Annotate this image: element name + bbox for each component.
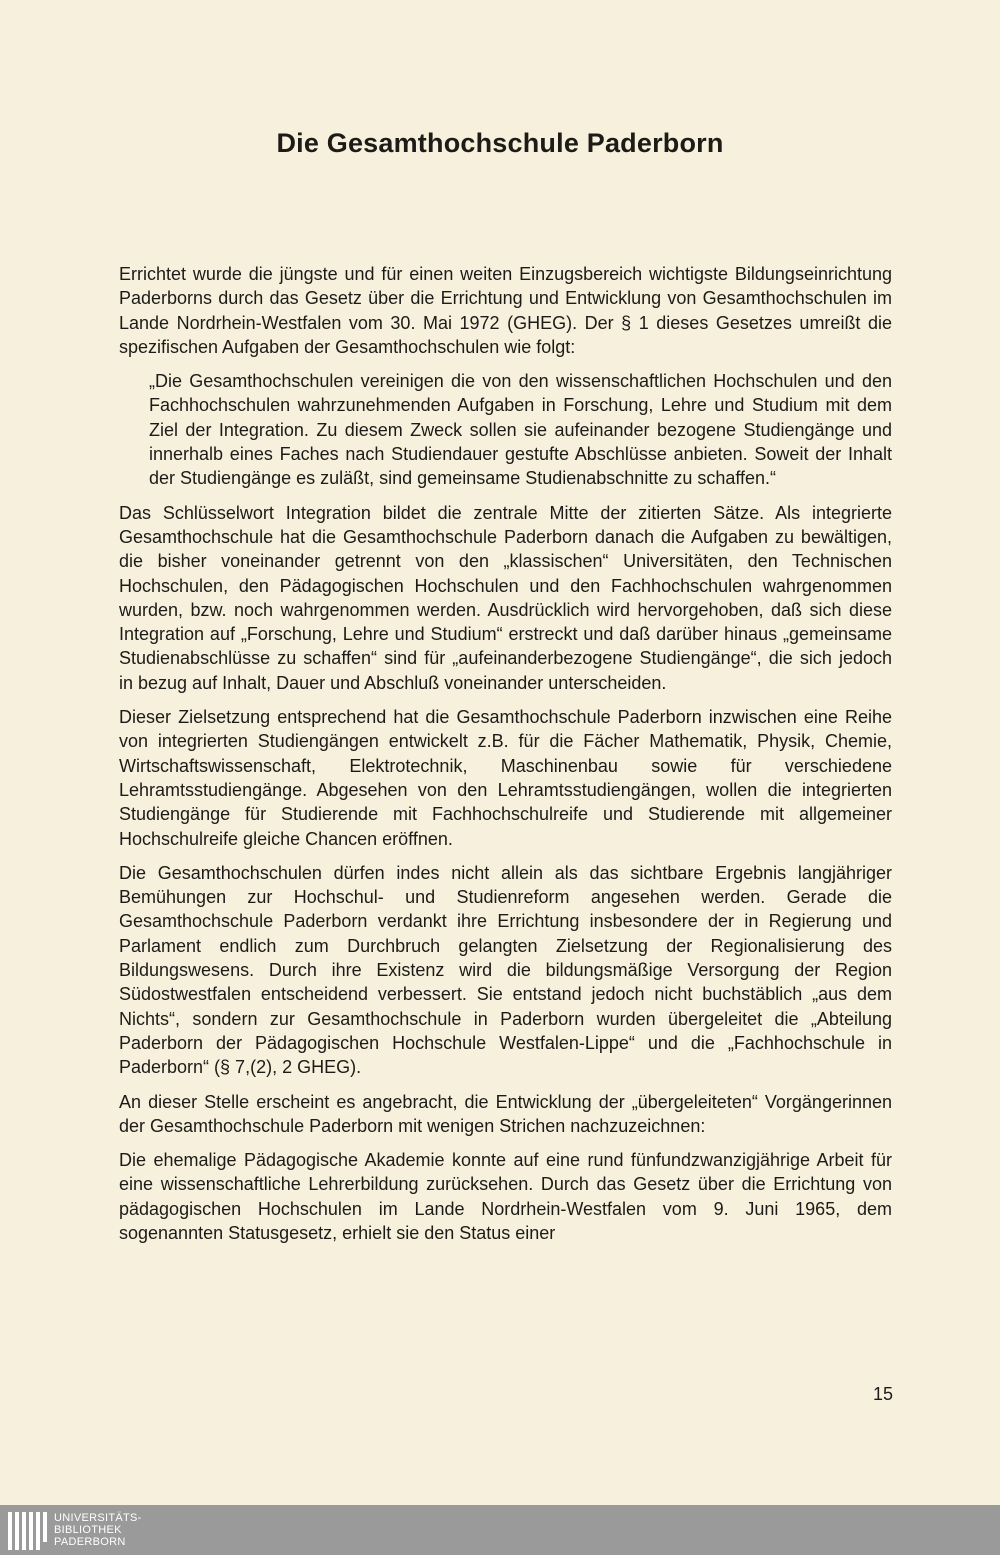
paragraph-intro: Errichtet wurde die jüngste und für einen weiten Einzugsbereich wichtigste Bildungseinrichtung Paderborns durch das Gesetz über die Errichtung und Entwicklung von Gesamthochschulen im Lande Nordrhein-Westfalen vom 30. Mai 1972 (GHEG). Der § 1 dieses Gesetzes umreißt die spezifischen Aufgaben der Gesamthochschulen wie folgt:	[119, 264, 892, 357]
library-logo-icon	[4, 1508, 48, 1552]
library-logo-text	[54, 1512, 142, 1548]
paragraph-regionalisation: Die Gesamthochschulen dürfen indes nicht allein als das sichtbare Ergebnis langjähriger Bemühungen zur Hochschul- und Studienreform angesehen werden. Gerade die Gesamthochschule Paderborn verdankt ihre Errichtung insbesondere der in Regierung und Parlament endlich zum Durchbruch gelangten Zielsetzung der Regionalisierung des Bildungswesens. Durch ihre Existenz wird die bildungsmäßige Versorgung der Region Südostwestfalen entscheidend verbessert. Sie entstand jedoch nicht buchstäblich „aus dem Nichts“, sondern zur Gesamthochschule in Paderborn wurden übergeleitet die „Abteilung Paderborn der Pädagogischen Hochschule Westfalen-Lippe“ und die „Fachhochschule in Paderborn“ (§ 7,(2), 2 GHEG).	[119, 862, 892, 1078]
library-logo-line: BIBLIOTHEK	[54, 1524, 122, 1536]
library-logo-line: UNIVERSITÄTS-	[54, 1512, 142, 1524]
body-text	[119, 262, 892, 1255]
paragraph-academy: Die ehemalige Pädagogische Akademie konnte auf eine rund fünfundzwanzigjährige Arbeit für eine wissenschaftliche Lehrerbildung zurücksehen. Durch das Gesetz über die Errichtung von pädagogischen Hochschulen im Lande Nordrhein-Westfalen vom 9. Juni 1965, dem sogenannten Statusgesetz, erhielt sie den Status einer	[119, 1150, 892, 1243]
paragraph-study-programs: Dieser Zielsetzung entsprechend hat die Gesamthochschule Paderborn inzwischen eine Reihe von integrierten Studiengängen entwickelt z.B. für die Fächer Mathematik, Physik, Chemie, Wirtschaftswissenschaft, Elektrotechnik, Maschinenbau sowie für verschiedene Lehramtsstudiengänge. Abgesehen von den Lehramtsstudiengängen, wollen die integrierten Studiengänge für Studierende mit Fachhochschulreife und Studierende mit allgemeiner Hochschulreife gleiche Chancen eröffnen.	[119, 707, 892, 849]
block-quote: „Die Gesamthochschulen vereinigen die von den wissenschaftlichen Hochschulen und den Fachhochschulen wahrzunehmenden Aufgaben in Forschung, Lehre und Studium mit dem Ziel der Integration. Zu diesem Zweck sollen sie aufeinander bezogene Studiengänge und innerhalb eines Faches nach Studiendauer gestufte Abschlüsse anbieten. Soweit der Inhalt der Studiengänge es zuläßt, sind gemeinsame Studienabschnitte zu schaffen.“	[149, 371, 892, 489]
paragraph-predecessors: An dieser Stelle erscheint es angebracht, die Entwicklung der „übergeleiteten“ Vorgängerinnen der Gesamthochschule Paderborn mit wenigen Strichen nachzuzeichnen:	[119, 1091, 892, 1136]
library-footer-bar	[0, 1505, 1000, 1555]
library-logo-line: PADERBORN	[54, 1536, 126, 1548]
library-logo	[4, 1505, 142, 1555]
page-number: 15	[872, 1384, 893, 1404]
paragraph-integration: Das Schlüsselwort Integration bildet die zentrale Mitte der zitierten Sätze. Als integrierte Gesamthochschule hat die Gesamthochschule Paderborn danach die Aufgaben zu bewältigen, die bisher voneinander getrennt von den „klassischen“ Universitäten, den Technischen Hochschulen, den Pädagogischen Hochschulen und den Fachhochschulen wahrgenommen wurden, bzw. noch wahrgenommen werden. Ausdrücklich wird hervorgehoben, daß sich diese Integration auf „Forschung, Lehre und Studium“ erstreckt und daß darüber hinaus „gemeinsame Studienabschlüsse zu schaffen“ sind für „aufeinanderbezogene Studiengänge“, die sich jedoch in bezug auf Inhalt, Dauer und Abschluß voneinander unterscheiden.	[119, 502, 892, 693]
page-title: Die Gesamthochschule Paderborn	[276, 128, 724, 158]
